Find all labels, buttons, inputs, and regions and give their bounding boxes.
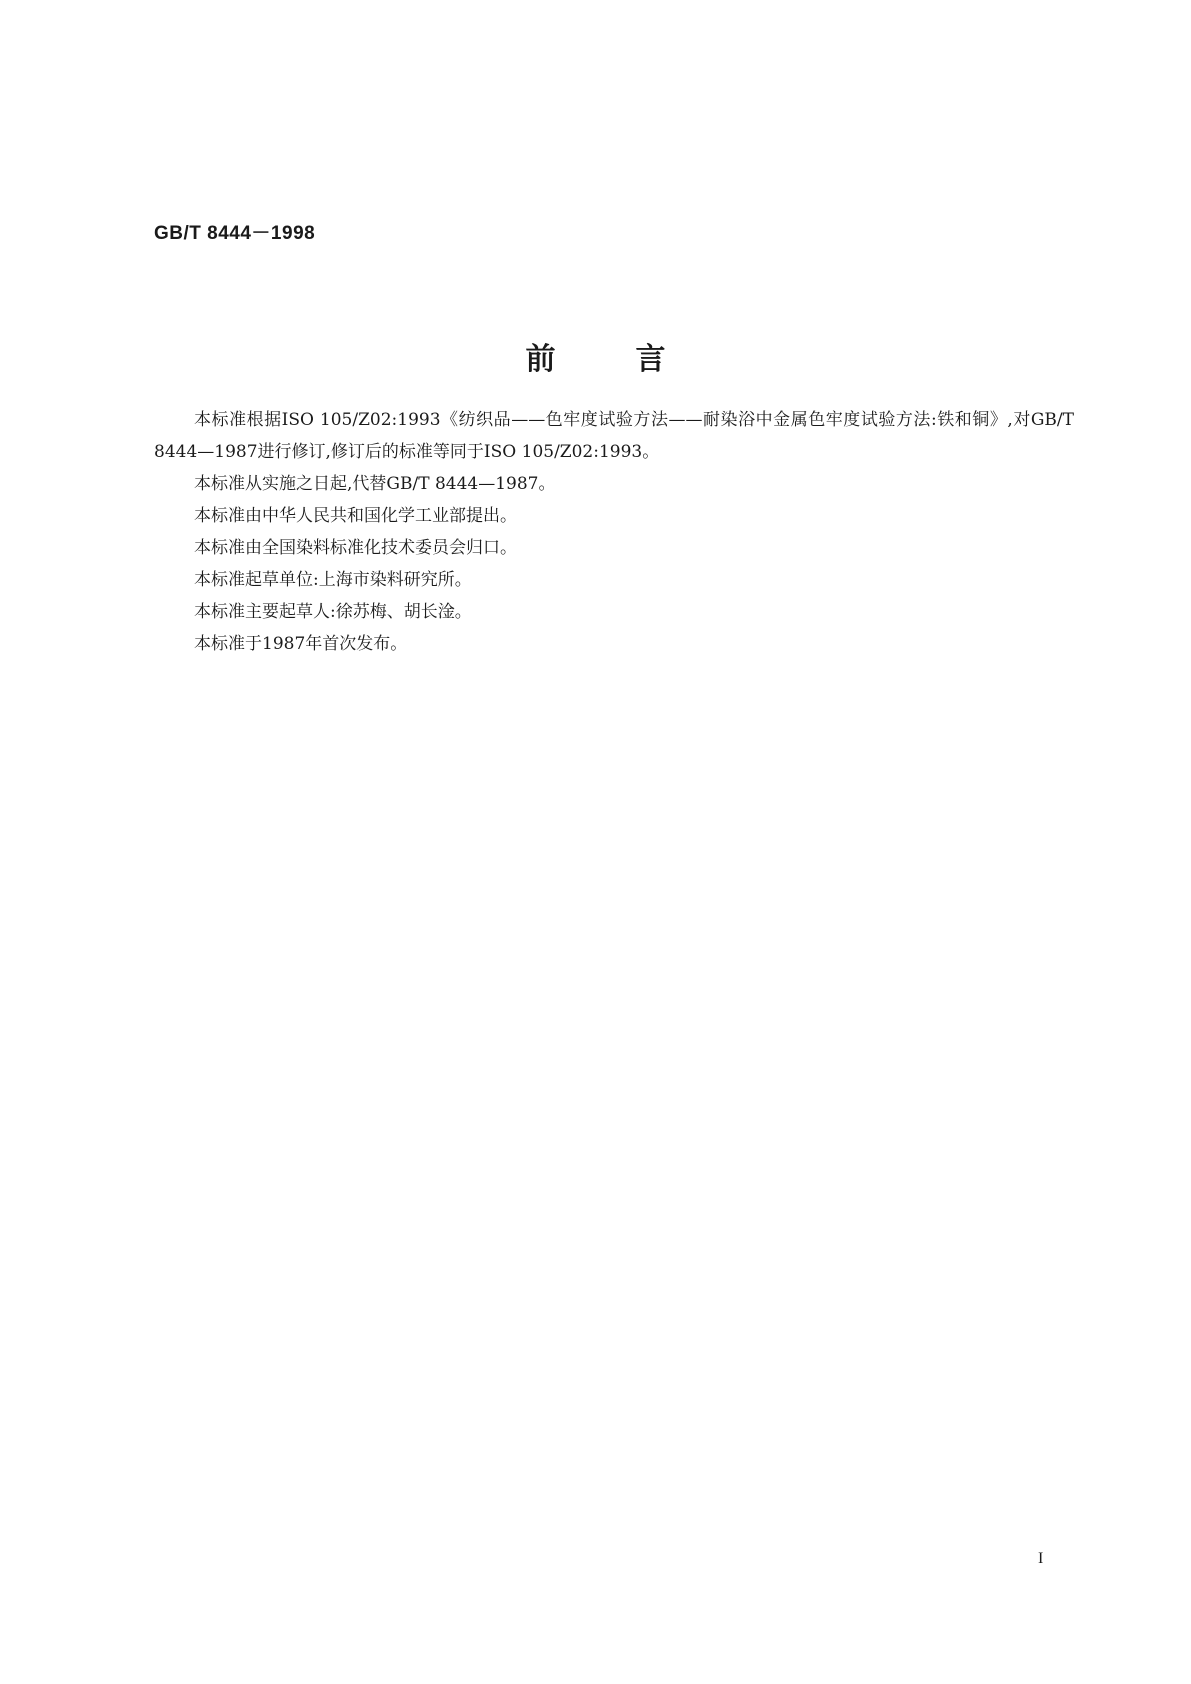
paragraph-drafters: 本标准主要起草人:徐苏梅、胡长淦。 <box>194 602 472 622</box>
page-number: I <box>1038 1550 1044 1567</box>
paragraph-drafting-unit: 本标准起草单位:上海市染料研究所。 <box>194 570 472 590</box>
paragraph-first-issue: 本标准于1987年首次发布。 <box>194 634 408 654</box>
foreword-body <box>154 404 1074 660</box>
paragraph-committee: 本标准由全国染料标准化技术委员会归口。 <box>194 538 517 558</box>
page-title: 前言 <box>525 342 746 377</box>
paragraph-replacement: 本标准从实施之日起,代替GB/T 8444—1987。 <box>194 474 556 494</box>
paragraph-adoption: 本标准根据ISO 105/Z02:1993《纺织品——色牢度试验方法——耐染浴中金属色牢度试验方法:铁和铜》,对GB/T 8444—1987进行修订,修订后的标准等同于ISO 105/Z02:1993。 <box>154 410 1074 462</box>
standard-code: GB/T 8444－1998 <box>154 223 316 244</box>
paragraph-proposer: 本标准由中华人民共和国化学工业部提出。 <box>194 506 517 526</box>
